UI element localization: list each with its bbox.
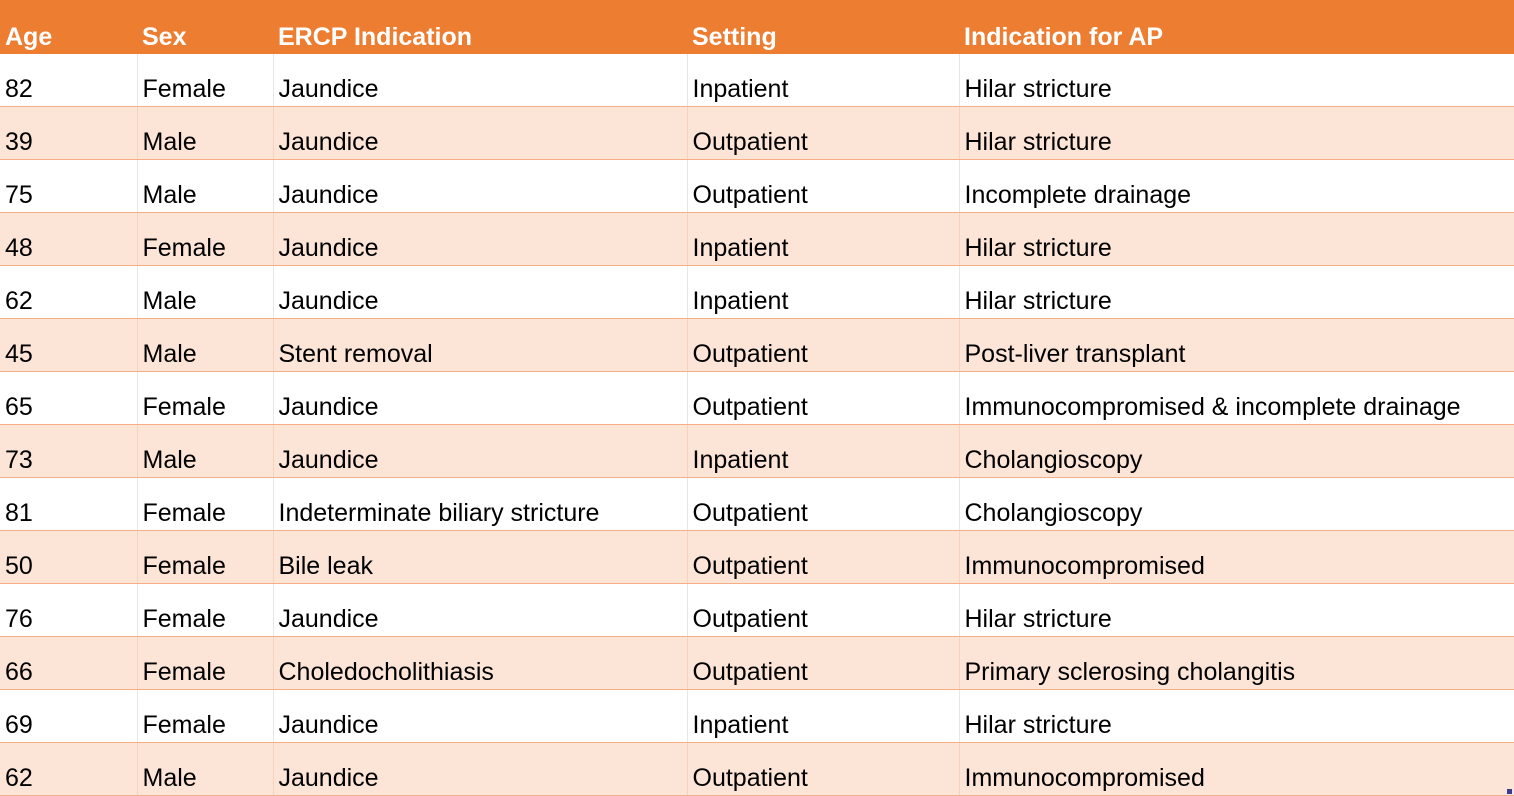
table-row — [0, 213, 1514, 266]
table-row — [0, 637, 1514, 690]
header-indication-for-ap[interactable]: Indication for AP — [959, 1, 1514, 54]
cell-sex[interactable]: Male — [137, 425, 273, 478]
cell-ercp-indication[interactable]: Jaundice — [273, 690, 687, 743]
cell-indication-for-ap[interactable]: Cholangioscopy — [959, 425, 1514, 478]
cell-sex[interactable]: Female — [137, 637, 273, 690]
cell-setting[interactable]: Outpatient — [687, 637, 959, 690]
cell-setting[interactable]: Inpatient — [687, 54, 959, 107]
table-row — [0, 584, 1514, 637]
table-row — [0, 425, 1514, 478]
cell-ercp-indication[interactable]: Jaundice — [273, 743, 687, 796]
cell-ercp-indication[interactable]: Jaundice — [273, 213, 687, 266]
cell-age[interactable]: 75 — [0, 160, 137, 213]
cell-age[interactable]: 73 — [0, 425, 137, 478]
cell-indication-for-ap[interactable]: Cholangioscopy — [959, 478, 1514, 531]
cell-setting[interactable]: Outpatient — [687, 531, 959, 584]
cell-ercp-indication[interactable]: Choledocholithiasis — [273, 637, 687, 690]
cell-setting[interactable]: Outpatient — [687, 107, 959, 160]
table-row — [0, 319, 1514, 372]
cell-age[interactable]: 76 — [0, 584, 137, 637]
cell-age[interactable]: 69 — [0, 690, 137, 743]
cell-setting[interactable]: Outpatient — [687, 743, 959, 796]
cell-indication-for-ap[interactable]: Hilar stricture — [959, 266, 1514, 319]
cell-ercp-indication[interactable]: Jaundice — [273, 160, 687, 213]
cell-sex[interactable]: Female — [137, 372, 273, 425]
cell-ercp-indication[interactable]: Jaundice — [273, 584, 687, 637]
cell-sex[interactable]: Female — [137, 531, 273, 584]
cell-age[interactable]: 62 — [0, 743, 137, 796]
table-body — [0, 54, 1514, 796]
cell-age[interactable]: 45 — [0, 319, 137, 372]
cell-sex[interactable]: Female — [137, 213, 273, 266]
cell-age[interactable]: 48 — [0, 213, 137, 266]
cell-sex[interactable]: Female — [137, 584, 273, 637]
cell-ercp-indication[interactable]: Jaundice — [273, 107, 687, 160]
cell-setting[interactable]: Outpatient — [687, 584, 959, 637]
cell-indication-for-ap[interactable]: Hilar stricture — [959, 54, 1514, 107]
cell-setting[interactable]: Inpatient — [687, 266, 959, 319]
cell-indication-for-ap[interactable]: Immunocompromised — [959, 743, 1514, 796]
table-row — [0, 160, 1514, 213]
cell-setting[interactable]: Outpatient — [687, 478, 959, 531]
cell-indication-for-ap[interactable]: Hilar stricture — [959, 584, 1514, 637]
table-row — [0, 531, 1514, 584]
cell-setting[interactable]: Outpatient — [687, 160, 959, 213]
cell-ercp-indication[interactable]: Jaundice — [273, 372, 687, 425]
cell-sex[interactable]: Male — [137, 743, 273, 796]
table-row — [0, 54, 1514, 107]
table-row — [0, 107, 1514, 160]
cell-sex[interactable]: Female — [137, 690, 273, 743]
cell-setting[interactable]: Outpatient — [687, 319, 959, 372]
cell-setting[interactable]: Outpatient — [687, 372, 959, 425]
cell-setting[interactable]: Inpatient — [687, 690, 959, 743]
header-ercp-indication[interactable]: ERCP Indication — [273, 1, 687, 54]
cell-age[interactable]: 50 — [0, 531, 137, 584]
cell-sex[interactable]: Female — [137, 54, 273, 107]
cell-age[interactable]: 65 — [0, 372, 137, 425]
header-age[interactable]: Age — [0, 1, 137, 54]
cell-ercp-indication[interactable]: Stent removal — [273, 319, 687, 372]
table-row — [0, 372, 1514, 425]
cell-ercp-indication[interactable]: Jaundice — [273, 266, 687, 319]
cell-indication-for-ap[interactable]: Hilar stricture — [959, 213, 1514, 266]
cell-indication-for-ap[interactable]: Primary sclerosing cholangitis — [959, 637, 1514, 690]
cell-age[interactable]: 82 — [0, 54, 137, 107]
cell-sex[interactable]: Male — [137, 107, 273, 160]
cell-ercp-indication[interactable]: Jaundice — [273, 425, 687, 478]
cell-age[interactable]: 39 — [0, 107, 137, 160]
cell-sex[interactable]: Male — [137, 266, 273, 319]
cell-sex[interactable]: Female — [137, 478, 273, 531]
table-row — [0, 266, 1514, 319]
table-header — [0, 1, 1514, 54]
cell-sex[interactable]: Male — [137, 319, 273, 372]
cell-age[interactable]: 62 — [0, 266, 137, 319]
cell-indication-for-ap[interactable]: Post-liver transplant — [959, 319, 1514, 372]
cell-ercp-indication[interactable]: Indeterminate biliary stricture — [273, 478, 687, 531]
cell-indication-for-ap[interactable]: Immunocompromised & incomplete drainage — [959, 372, 1514, 425]
table-row — [0, 478, 1514, 531]
cell-indication-for-ap[interactable]: Immunocompromised — [959, 531, 1514, 584]
header-row — [0, 1, 1514, 54]
table-row — [0, 743, 1514, 796]
cell-indication-for-ap[interactable]: Incomplete drainage — [959, 160, 1514, 213]
table-row — [0, 690, 1514, 743]
cell-ercp-indication[interactable]: Bile leak — [273, 531, 687, 584]
cell-indication-for-ap[interactable]: Hilar stricture — [959, 690, 1514, 743]
table-resize-handle[interactable] — [1507, 789, 1512, 794]
cell-indication-for-ap[interactable]: Hilar stricture — [959, 107, 1514, 160]
cell-setting[interactable]: Inpatient — [687, 425, 959, 478]
cell-age[interactable]: 66 — [0, 637, 137, 690]
cell-ercp-indication[interactable]: Jaundice — [273, 54, 687, 107]
header-sex[interactable]: Sex — [137, 1, 273, 54]
header-setting[interactable]: Setting — [687, 1, 959, 54]
cell-setting[interactable]: Inpatient — [687, 213, 959, 266]
cell-sex[interactable]: Male — [137, 160, 273, 213]
cell-age[interactable]: 81 — [0, 478, 137, 531]
